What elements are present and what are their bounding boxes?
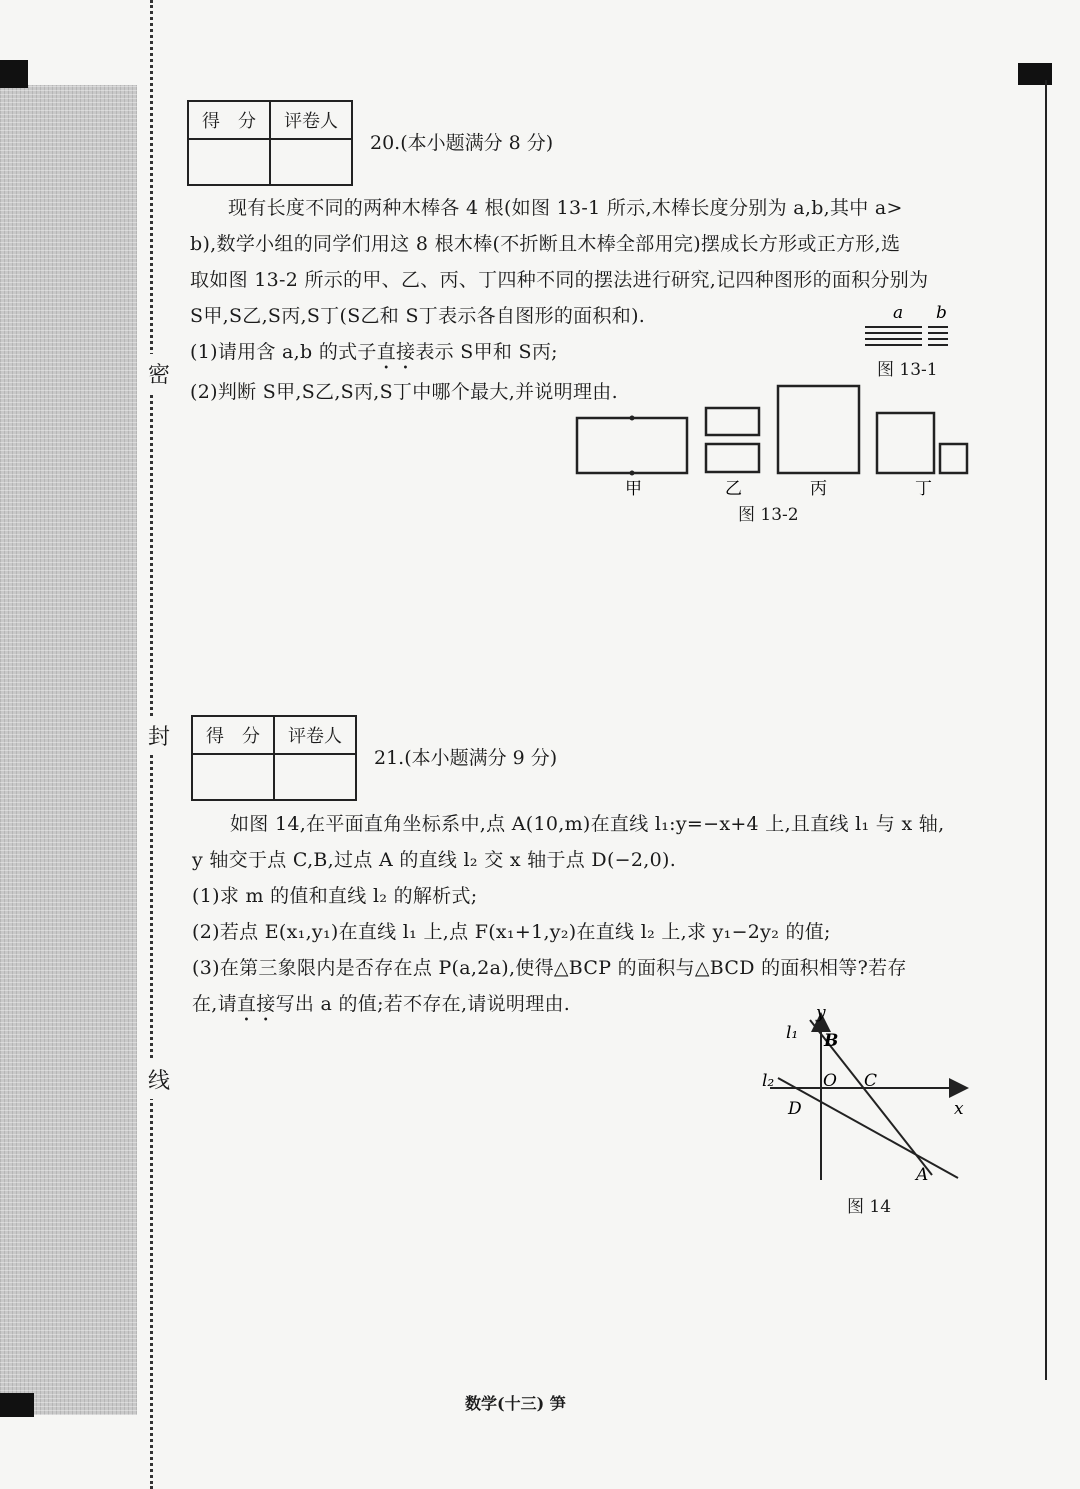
q21-sub3b: 在,请直接写出 a 的值;若不存在,请说明理由. <box>192 993 571 1015</box>
label-jia: 甲 <box>625 479 642 499</box>
grader-header: 评卷人 <box>270 101 352 139</box>
score-cell <box>188 139 270 185</box>
q21-sub1: (1)求 m 的值和直线 l₂ 的解析式; <box>192 885 478 907</box>
grader-header: 评卷人 <box>274 716 356 754</box>
score-table-q20 <box>187 100 353 186</box>
shape-ding-small <box>940 444 967 473</box>
l2-label: l₂ <box>762 1071 775 1091</box>
shape-yi-bottom <box>706 444 759 472</box>
q21-line2: y 轴交于点 C,B,过点 A 的直线 l₂ 交 x 轴于点 D(−2,0). <box>192 849 677 871</box>
score-header: 得 分 <box>192 716 274 754</box>
binding-margin-texture <box>0 85 137 1415</box>
q21-body <box>192 806 982 1026</box>
l1-label: l₁ <box>786 1023 799 1043</box>
shape-yi-top <box>706 408 759 435</box>
corner-mark <box>0 1393 34 1417</box>
fig1-caption: 图 13-1 <box>877 360 938 380</box>
label-ding: 丁 <box>915 479 932 499</box>
y-label: y <box>816 1003 826 1023</box>
q20-line1: 现有长度不同的两种木棒各 4 根(如图 13-1 所示,木棒长度分别为 a,b,其中 a> <box>228 197 903 219</box>
point-C: C <box>864 1071 878 1091</box>
right-border-line <box>1045 80 1047 1380</box>
x-label: x <box>954 1099 964 1119</box>
point-O: O <box>823 1071 837 1091</box>
fig2-caption: 图 13-2 <box>738 505 799 525</box>
score-table-q21 <box>191 715 357 801</box>
label-bing: 丙 <box>810 479 827 499</box>
q20-sub2: (2)判断 S甲,S乙,S丙,S丁中哪个最大,并说明理由. <box>190 381 618 403</box>
shape-bing <box>778 386 859 473</box>
shape-jia <box>577 418 687 473</box>
point-D: D <box>788 1099 802 1119</box>
seal-char-feng: 封 <box>146 716 172 755</box>
q21-sub3: (3)在第三象限内是否存在点 P(a,2a),使得△BCP 的面积与△BCD 的面积相等?若存 <box>192 957 907 979</box>
figure-14 <box>750 1003 980 1190</box>
q20-sub1: (1)请用含 a,b 的式子直接表示 S甲和 S丙; <box>190 341 558 363</box>
q20-line3: 取如图 13-2 所示的甲、乙、丙、丁四种不同的摆法进行研究,记四种图形的面积分别为 <box>190 269 929 291</box>
q20-title: 20.(本小题满分 8 分) <box>370 132 554 154</box>
point-A: A <box>916 1165 929 1185</box>
label-yi: 乙 <box>725 479 742 499</box>
page-footer: 数学(十三) 笋 <box>465 1394 566 1413</box>
q21-sub2: (2)若点 E(x₁,y₁)在直线 l₁ 上,点 F(x₁+1,y₂)在直线 l₂ 上,求 y₁−2y₂ 的值; <box>192 921 831 943</box>
seal-char-xian: 线 <box>146 1060 172 1099</box>
fig1-label-b: b <box>936 303 947 323</box>
grader-cell <box>270 139 352 185</box>
q21-title: 21.(本小题满分 9 分) <box>374 747 558 769</box>
grader-cell <box>274 754 356 800</box>
q21-line1: 如图 14,在平面直角坐标系中,点 A(10,m)在直线 l₁:y=−x+4 上,且直线 l₁ 与 x 轴, <box>230 813 945 835</box>
point-B: B <box>824 1031 839 1051</box>
corner-mark <box>0 60 28 88</box>
q20-line2: b),数学小组的同学们用这 8 根木棒(不折断且木棒全部用完)摆成长方形或正方形,选 <box>190 233 901 255</box>
fig1-label-a: a <box>893 303 904 323</box>
shape-ding-large <box>877 413 934 473</box>
score-cell <box>192 754 274 800</box>
fig14-caption: 图 14 <box>847 1197 892 1217</box>
figure-13-1 <box>860 300 960 360</box>
q20-line4: S甲,S乙,S丙,S丁(S乙和 S丁表示各自图形的面积和). <box>190 305 646 327</box>
figure-13-2 <box>570 380 980 500</box>
seal-char-mi: 密 <box>146 354 172 393</box>
score-header: 得 分 <box>188 101 270 139</box>
